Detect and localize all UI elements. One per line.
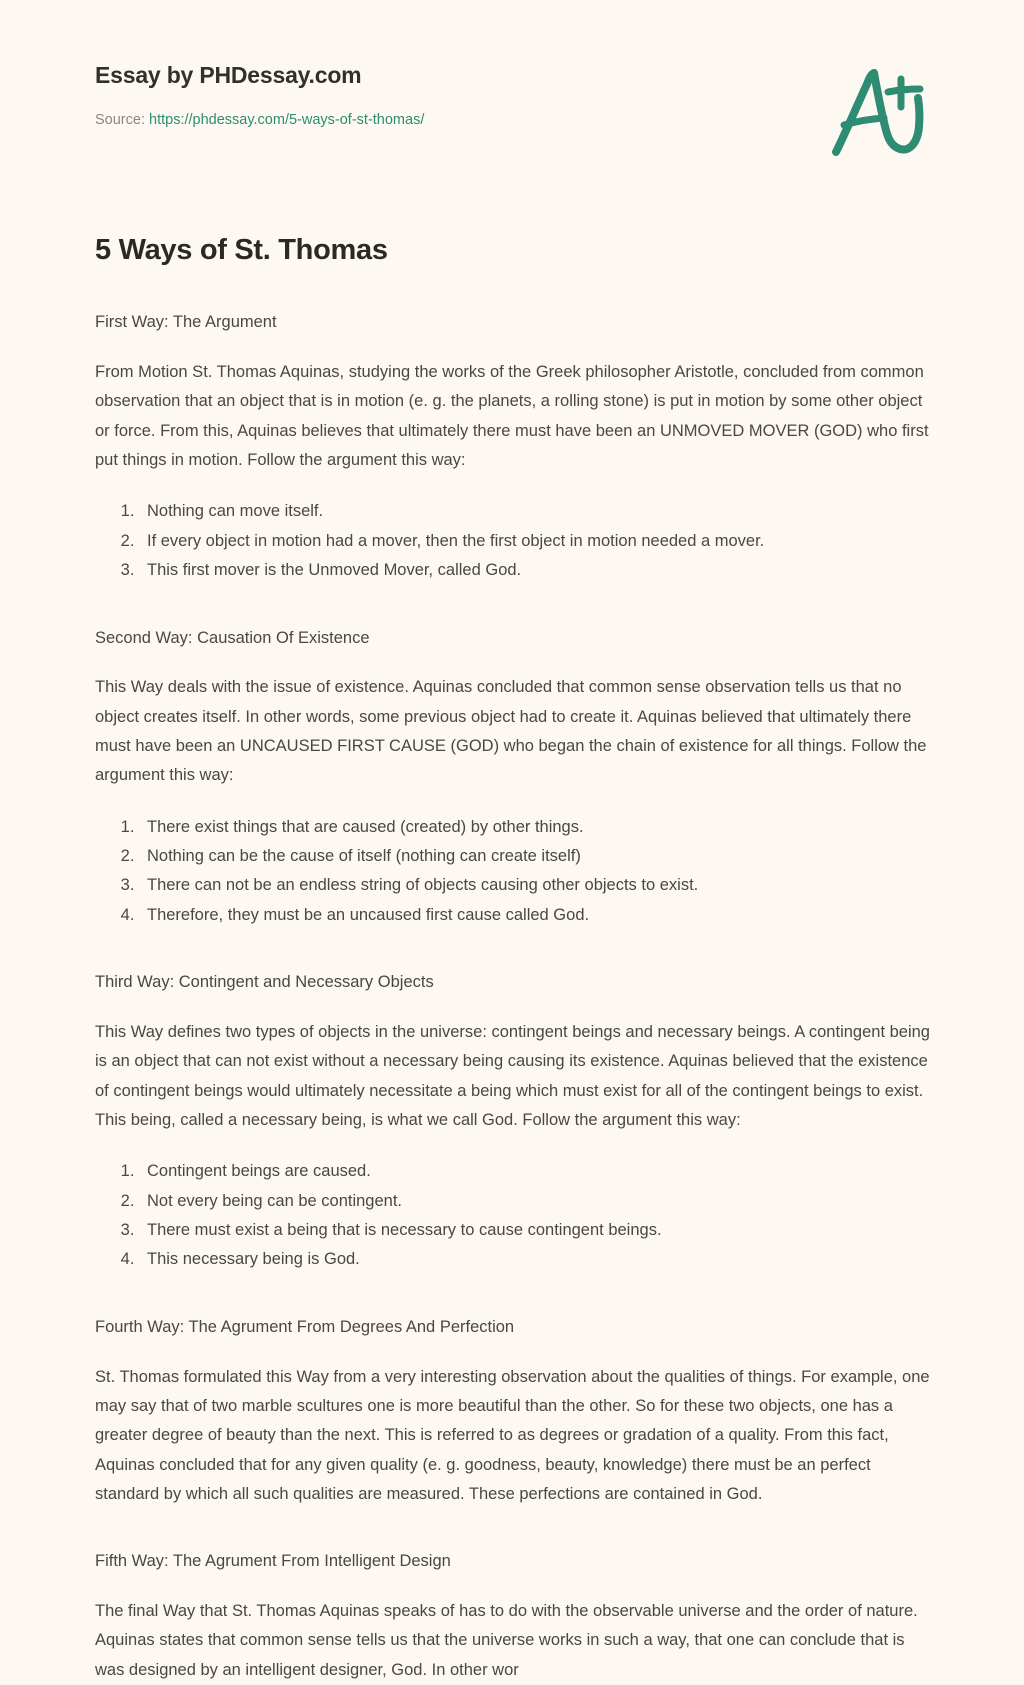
list-item: 2. Nothing can be the cause of itself (nothing can create itself) [139,842,930,871]
section-paragraph: From Motion St. Thomas Aquinas, studying the works of the Greek philosopher Aristotle, concluded from common observation that an object that is in motion (e. g. the planets, a rolling stone) is put in motion by some other object or force. From this, Aquinas believes that ultimately there must have been an UNMOVED MOVER (GOD) who first put things in motion. Follow the argument this way: [95,363,929,470]
brand-title: Essay by PHDessay.com [95,62,362,88]
section-fifth-way [95,1549,930,1685]
section-paragraph: This Way deals with the issue of existence. Aquinas concluded that common sense observation tells us that no object creates itself. In other words, some previous object had to create it. Aquinas believed that ultimately there must have been an UNCAUSED FIRST CAUSE (GOD) who began the chain of existence for all things. Follow the argument this way: [95,678,927,785]
list-item: 1. Nothing can move itself. [139,497,930,526]
section-fourth-way [95,1315,930,1510]
argument-list [95,497,930,585]
section-paragraph: This Way defines two types of objects in the universe: contingent beings and necessary beings. A contingent being is an object that can not exist without a necessary being causing its existence. Aquinas believed that the existence of contingent beings would ultimately necessitate a being which must exist for all of the contingent beings to exist. This being, called a necessary being, is what we call God. Follow the argument this way: [95,1022,930,1129]
list-item: 4. This necessary being is God. [139,1245,930,1274]
section-heading: Second Way: Causation Of Existence [95,628,370,647]
list-item: 1. There exist things that are caused (created) by other things. [139,813,930,842]
list-item: 3. This first mover is the Unmoved Mover, called God. [139,556,930,585]
argument-list [95,813,930,930]
argument-list [95,1157,930,1274]
page-title: 5 Ways of St. Thomas [95,234,388,266]
list-item: 1. Contingent beings are caused. [139,1157,930,1186]
list-item: 3. There can not be an endless string of objects causing other objects to exist. [139,871,930,900]
page-header [0,0,1024,180]
section-heading: Third Way: Contingent and Necessary Objects [95,973,434,992]
source-url-link[interactable]: https://phdessay.com/5-ways-of-st-thomas/ [149,111,425,128]
a-plus-logo-svg [828,62,936,162]
source-label: Source: [95,111,145,128]
list-item: 2. If every object in motion had a mover, then the first object in motion needed a mover. [139,527,930,556]
list-item: 4. Therefore, they must be an uncaused first cause called God. [139,901,930,930]
list-item: 2. Not every being can be contingent. [139,1187,930,1216]
section-heading: Fourth Way: The Agrument From Degrees And Perfection [95,1317,515,1336]
list-item: 3. There must exist a being that is necessary to cause contingent beings. [139,1216,930,1245]
section-heading: Fifth Way: The Agrument From Intelligent Design [95,1552,451,1571]
section-third-way [95,970,930,1275]
section-paragraph: St. Thomas formulated this Way from a very interesting observation about the qualities of things. For example, one may say that of two marble scultures one is more beautiful than the other. So for these two objects, one has a greater degree of beauty than the next. This is referred to as degrees or gradation of a quality. From this fact, Aquinas concluded that for any given quality (e. g. goodness, beauty, knowledge) there must be an perfect standard by which all such qualities are measured. These perfections are contained in God. [95,1367,930,1503]
section-paragraph: The final Way that St. Thomas Aquinas speaks of has to do with the observable universe and the order of nature. Aquinas states that common sense tells us that the universe works in such a way, that one can conclude that is was designed by an intelligent designer, God. In other wor [95,1602,918,1679]
article-body [0,232,1024,1685]
a-plus-logo-icon [828,62,936,162]
section-second-way [95,626,930,931]
section-heading: First Way: The Argument [95,313,277,332]
section-first-way [95,310,930,585]
